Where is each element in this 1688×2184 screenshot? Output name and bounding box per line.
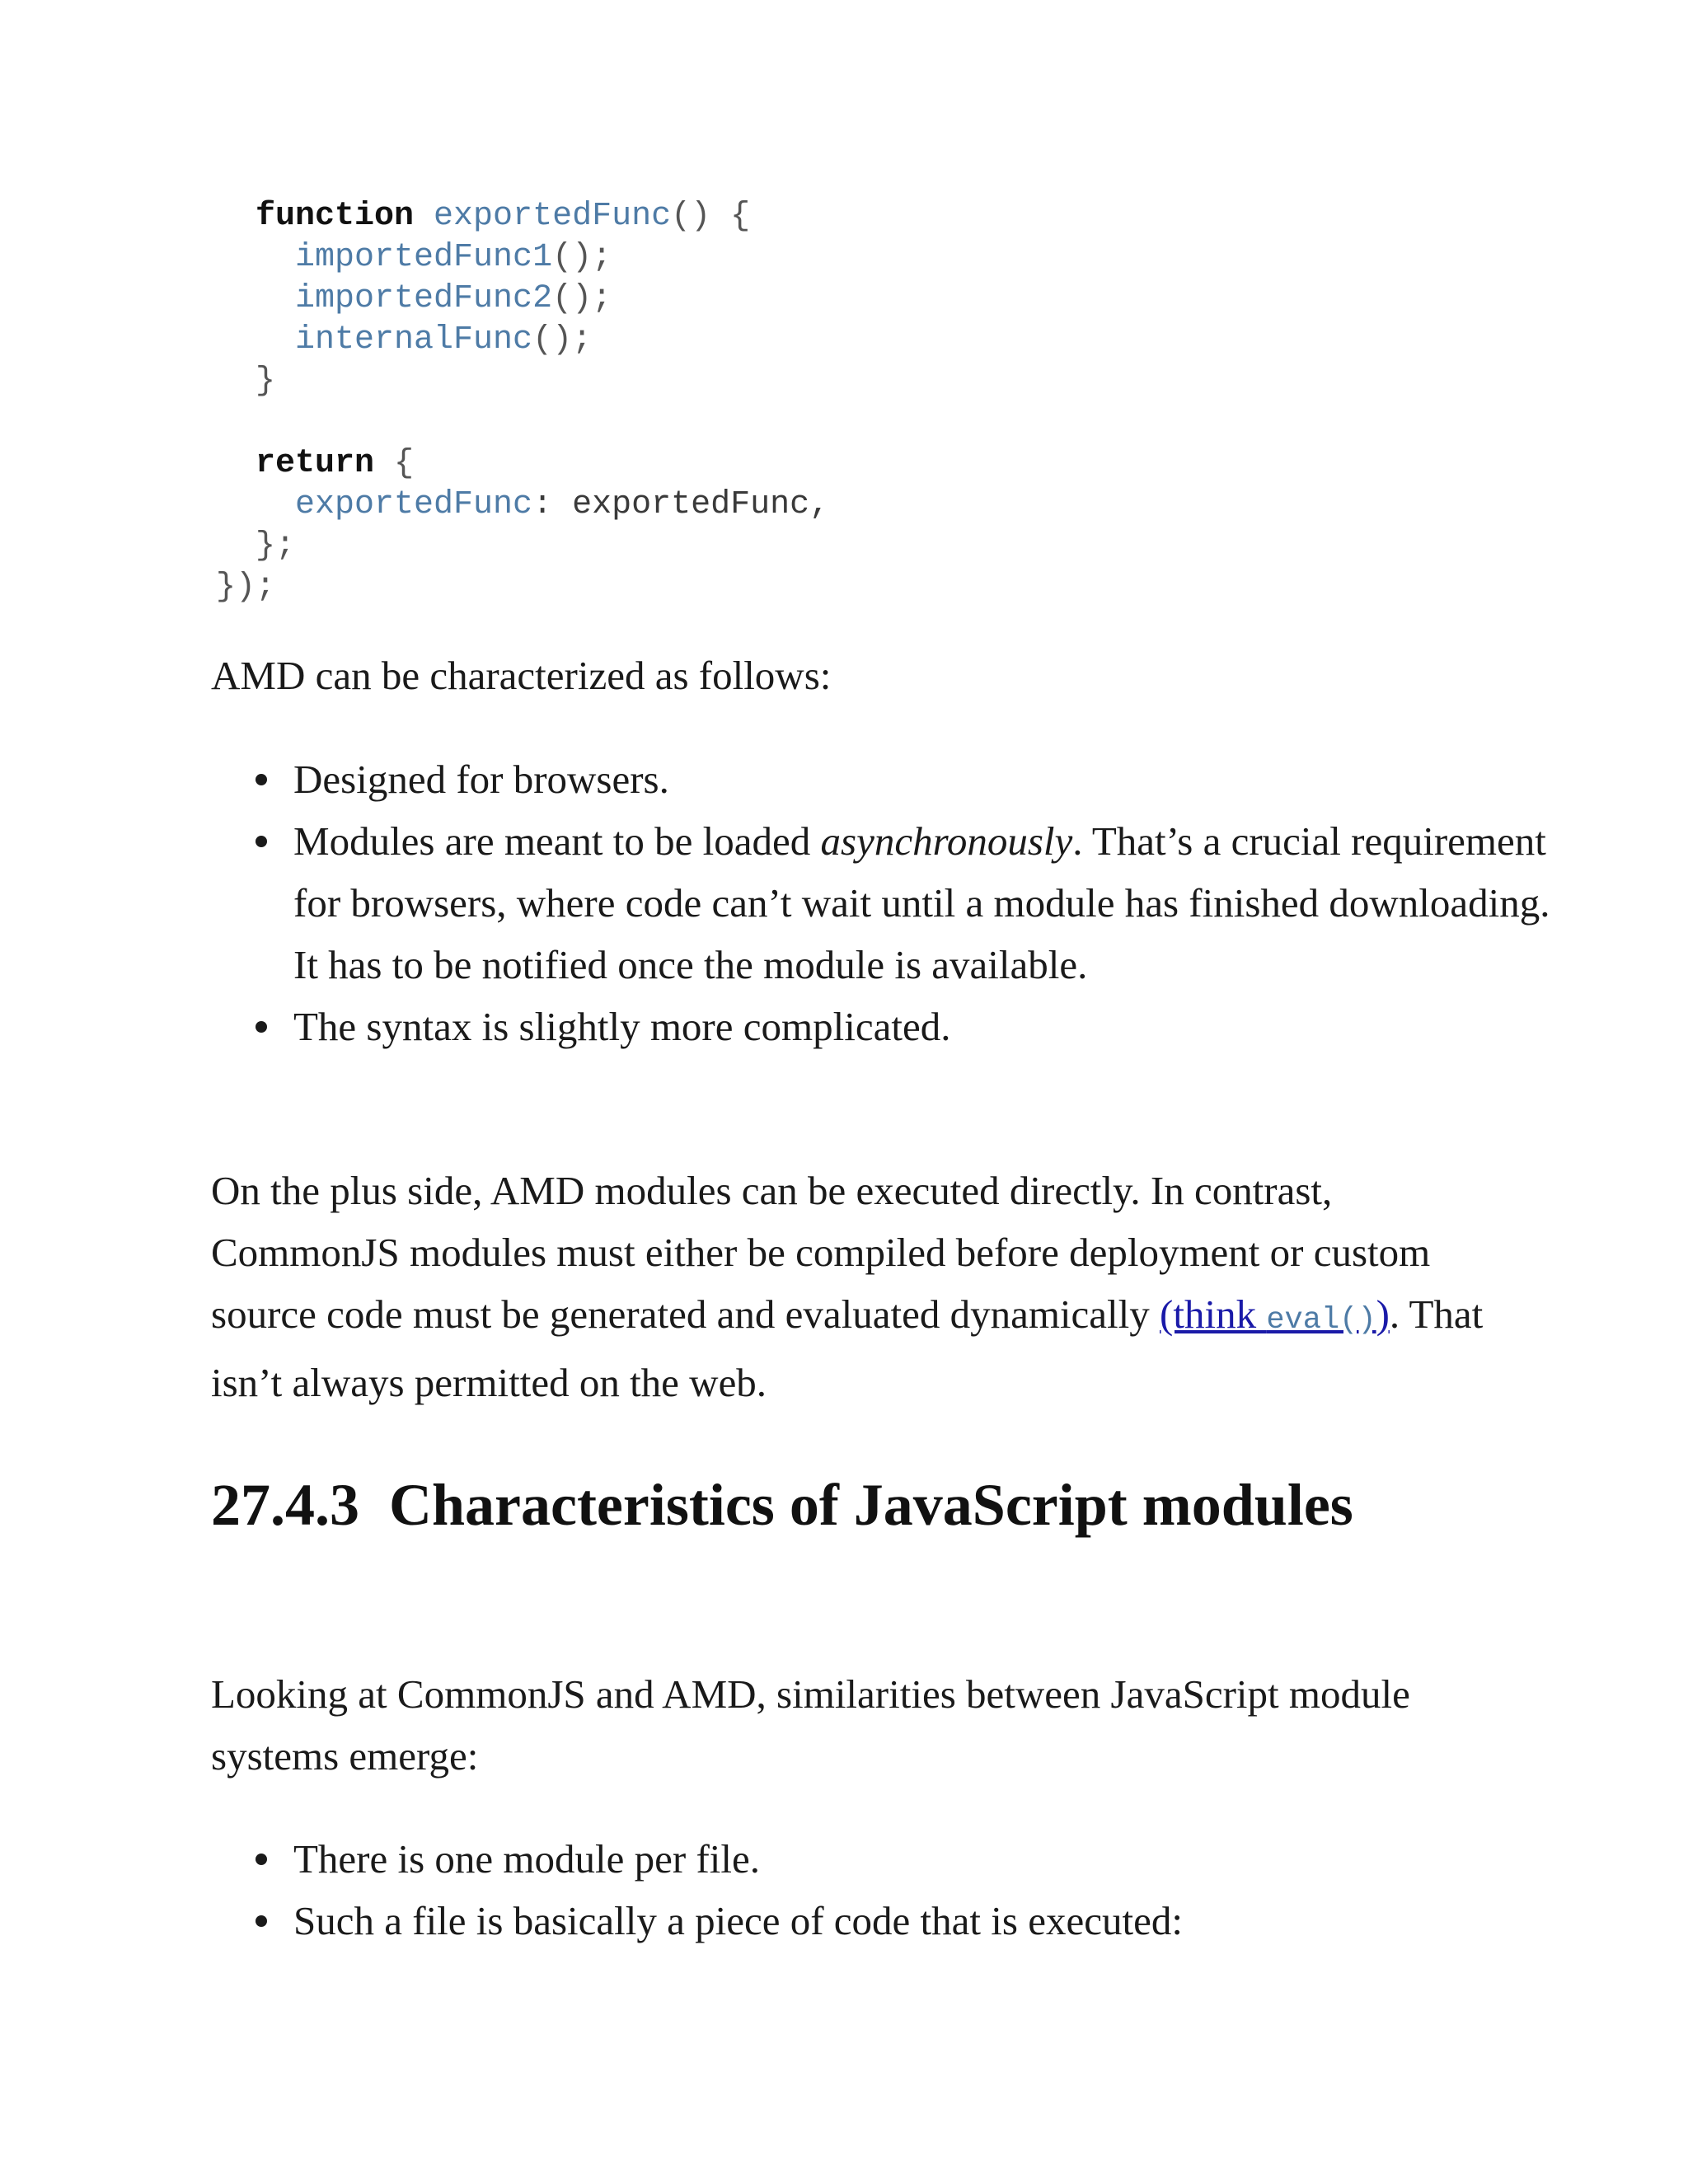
plus-side-paragraph — [211, 1160, 1497, 1413]
code-punct: }; — [256, 527, 296, 565]
code-function-call: importedFunc2 — [295, 280, 553, 317]
list-item: Such a file is basically a piece of code that is executed: — [293, 1890, 1579, 1952]
code-punct: { — [374, 445, 415, 482]
emphasis: asynchronously — [820, 818, 1073, 864]
code-property: exportedFunc — [295, 486, 533, 523]
code-punct: (); — [532, 321, 593, 359]
list-item: The syntax is slightly more complicated. — [293, 996, 1579, 1057]
list-item-text: . That’s a crucial requirement for browsers, where code can’t wait until a module has finished downloading. It has to be notified once the module is available. — [293, 818, 1550, 987]
section-number: 27.4.3 — [211, 1472, 359, 1538]
amd-characteristics-list — [211, 748, 1579, 1057]
code-function-call: importedFunc1 — [295, 239, 553, 276]
amd-intro-paragraph: AMD can be characterized as follows: — [211, 653, 832, 698]
eval-link[interactable] — [1160, 1291, 1390, 1337]
code-keyword: function — [256, 198, 415, 235]
code-punct: () { — [671, 198, 751, 235]
code-punct: (); — [552, 239, 612, 276]
paragraph-text: . That isn’t always permitted on the web. — [211, 1291, 1484, 1405]
similarities-list — [211, 1828, 1579, 1952]
similarities-intro-paragraph: Looking at CommonJS and AMD, similarities between JavaScript module systems emerge: — [211, 1671, 1410, 1779]
list-item: Designed for browsers. — [293, 748, 1579, 810]
code-punct: (); — [552, 280, 612, 317]
code-punct: } — [256, 363, 276, 400]
link-text: ) — [1376, 1291, 1390, 1337]
link-text: (think — [1160, 1291, 1267, 1337]
paragraph-text: On the plus side, AMD modules can be executed directly. In contrast, CommonJS modules must either be compiled before deployment or custom source code must be generated and evaluated dynamically — [211, 1168, 1431, 1337]
code-keyword: return — [256, 445, 375, 482]
code-function-call: internalFunc — [295, 321, 533, 359]
code-block — [216, 196, 830, 608]
code-value: : exportedFunc, — [532, 486, 830, 523]
code-punct: }); — [216, 569, 276, 606]
list-item — [293, 810, 1579, 996]
section-heading — [211, 1472, 1497, 1538]
list-item-text: Modules are meant to be loaded — [293, 818, 821, 864]
list-item: There is one module per file. — [293, 1828, 1579, 1890]
link-code: eval() — [1266, 1303, 1376, 1338]
code-function-name: exportedFunc — [434, 198, 672, 235]
section-title: Characteristics of JavaScript modules — [389, 1472, 1353, 1538]
